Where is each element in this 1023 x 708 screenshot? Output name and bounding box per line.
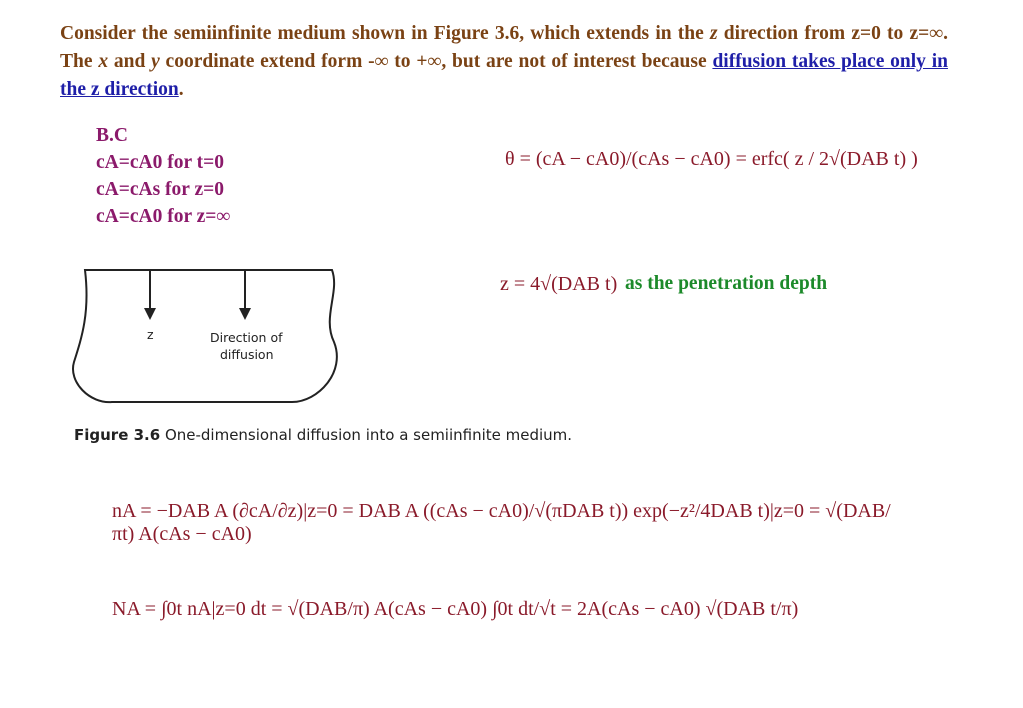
penetration-equation: z = 4√(DAB t): [500, 273, 618, 295]
penetration-label: as the penetration depth: [625, 273, 828, 294]
intro-text-3: . The: [60, 23, 948, 72]
intro-text-1: Consider the semiinfinite medium shown in Figure 3.6, which extends in the: [60, 23, 710, 44]
intro-and: and: [108, 51, 152, 72]
bc-line-1: cA=cA0 for t=0: [96, 152, 224, 173]
total-equation: NA = ∫0t nA|z=0 dt = √(DAB/π) A(cAs − cA0) ∫0t dt/√t = 2A(cAs − cA0) √(DAB t/π): [112, 598, 799, 620]
theta-equation: θ = (cA − cA0)/(cAs − cA0) = erfc( z / 2√(DAB t) ): [505, 148, 918, 170]
diffusion-direction-link[interactable]: diffusion takes place only in the z direction: [60, 51, 948, 100]
intro-z: z: [709, 23, 718, 44]
figure-caption-text: One-dimensional diffusion into a semiinfinite medium.: [160, 426, 573, 444]
intro-end: .: [178, 79, 184, 100]
intro-text-2: direction from: [717, 23, 852, 44]
intro-range: z=0 to z=∞: [851, 23, 944, 44]
bc-line-2: cA=cAs for z=0: [96, 179, 224, 200]
intro-x: x: [98, 51, 109, 72]
figure-direction-label-1: Direction of: [210, 330, 283, 345]
figure-z-label: z: [147, 327, 154, 342]
bc-title: B.C: [96, 125, 128, 146]
diffusion-arrowhead: [239, 308, 251, 320]
flux-equation: nA = −DAB A (∂cA/∂z)|z=0 = DAB A ((cAs − cA0)/√(πDAB t)) exp(−z²/4DAB t)|z=0 = √(DAB/πt) A(cAs − cA0): [112, 500, 891, 545]
intro-y: y: [151, 51, 160, 72]
figure-direction-label-2: diffusion: [220, 347, 274, 362]
figure-caption-number: Figure 3.6: [74, 426, 161, 444]
intro-text-4: coordinate extend form -∞ to +∞, but are not of interest because: [159, 51, 713, 72]
figure-caption: [74, 426, 594, 445]
medium-outline: [73, 270, 337, 402]
semiinfinite-medium-figure: [60, 262, 350, 412]
intro-paragraph: [60, 20, 948, 104]
boundary-conditions: [96, 122, 230, 230]
bc-line-3: cA=cA0 for z=∞: [96, 206, 231, 227]
z-arrowhead: [144, 308, 156, 320]
